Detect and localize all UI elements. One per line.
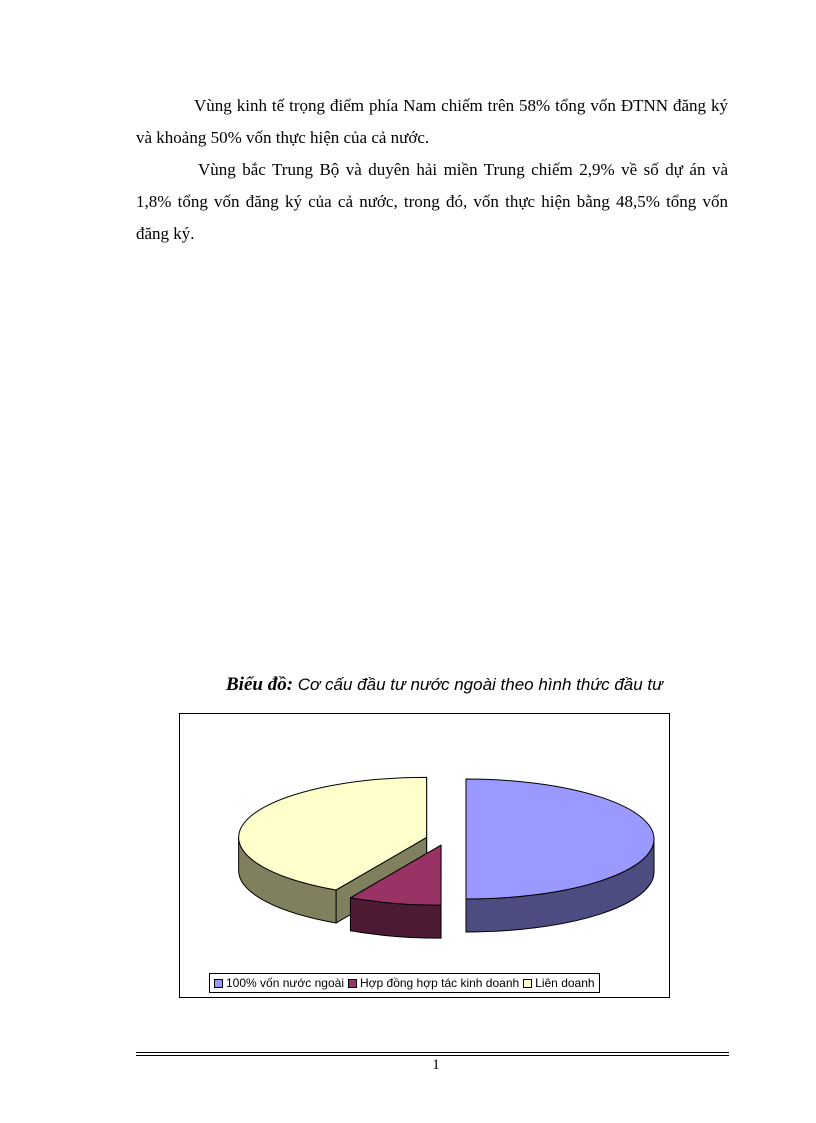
chart-caption-text: Cơ cấu đầu tư nước ngoài theo hình thức đầu tư — [293, 675, 663, 694]
legend-swatch-foreign-owned — [214, 979, 223, 988]
pie-chart-plot — [180, 714, 669, 997]
legend-label-foreign-owned: 100% vốn nước ngoài — [226, 976, 344, 990]
chart-caption — [226, 674, 663, 696]
legend-label-joint-venture: Liên doanh — [535, 976, 595, 990]
chart-caption-lead: Biểu đồ: — [226, 674, 294, 695]
legend-item-bcc — [348, 976, 519, 990]
legend-swatch-bcc — [348, 979, 357, 988]
footer-rule-bottom — [136, 1055, 729, 1056]
paragraph-south-region: Vùng kinh tế trọng điểm phía Nam chiếm trên 58% tổng vốn ĐTNN đăng ký và khoảng 50% vốn thực hiện của cả nước. — [136, 96, 728, 147]
page-number: 1 — [432, 1057, 440, 1073]
pie-chart — [179, 713, 670, 998]
legend-item-joint-venture — [523, 976, 594, 990]
chart-legend — [209, 973, 600, 993]
legend-label-bcc: Hợp đồng hợp tác kinh doanh — [359, 976, 520, 990]
legend-swatch-joint-venture — [523, 979, 532, 988]
legend-item-foreign-owned — [214, 976, 344, 990]
footer-rule-top — [136, 1052, 729, 1053]
paragraph-north-central-region: Vùng bắc Trung Bộ và duyên hải miền Trung chiếm 2,9% về số dự án và 1,8% tổng vốn đăng ký của cả nước, trong đó, vốn thực hiện bằng 48,5% tổng vốn đăng ký. — [136, 160, 728, 243]
